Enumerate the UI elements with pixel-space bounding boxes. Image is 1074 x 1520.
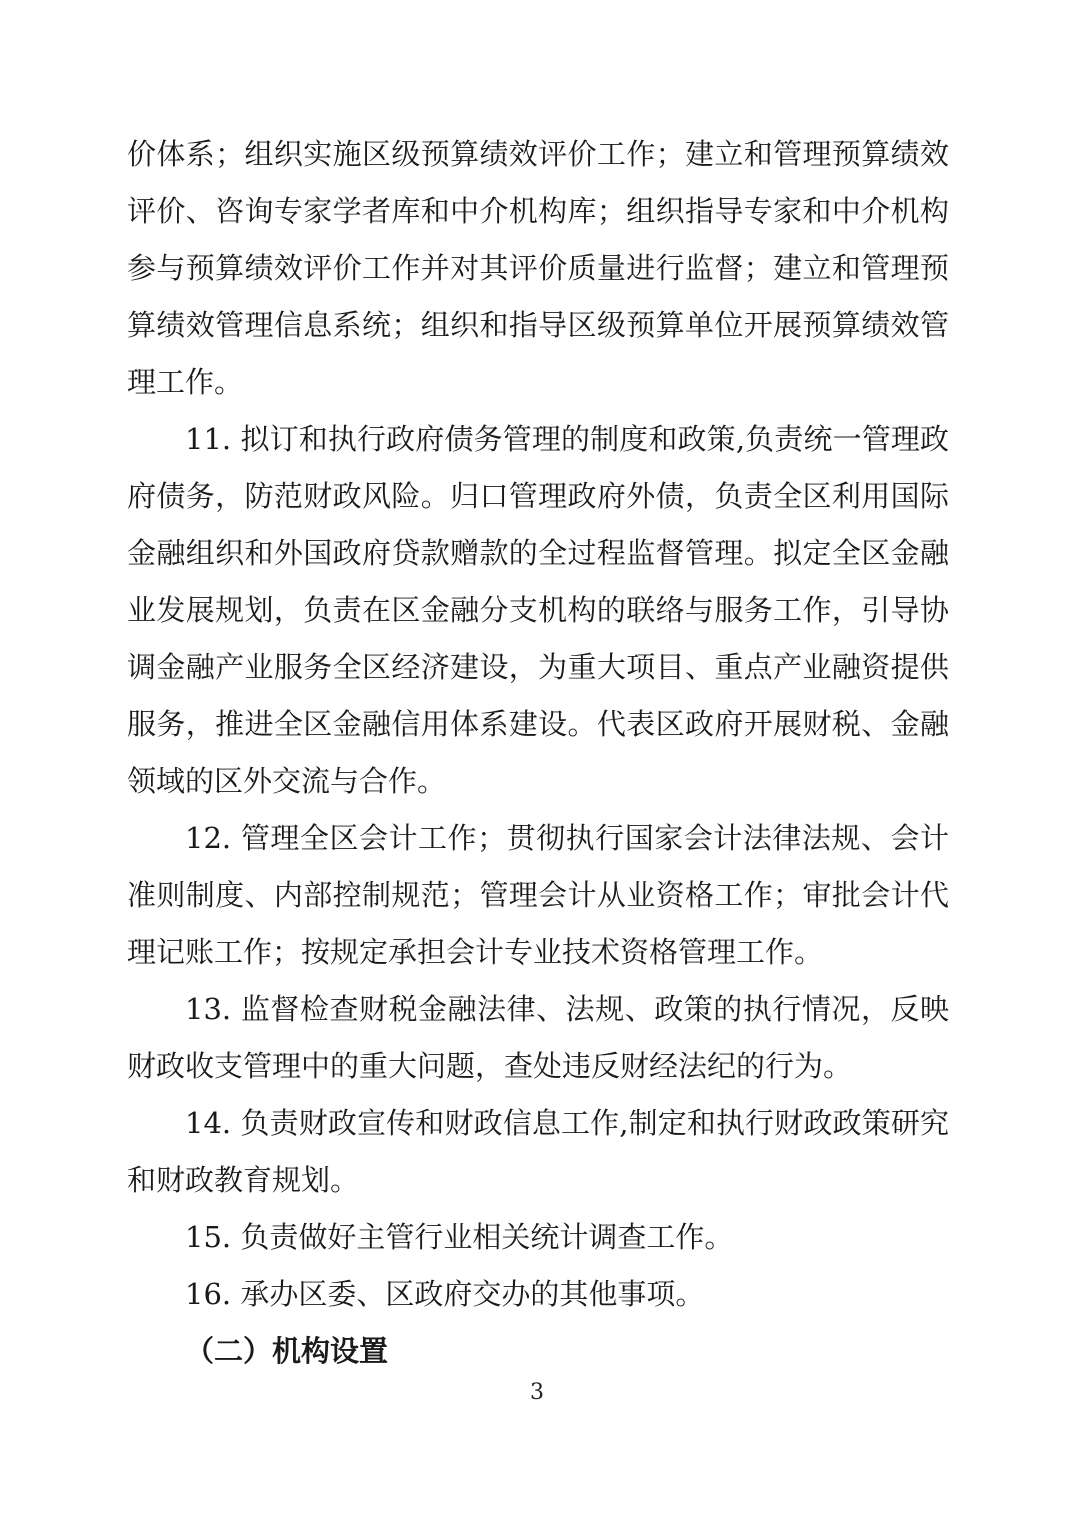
body-paragraph-item-15: 15. 负责做好主管行业相关统计调查工作。: [185, 1220, 734, 1254]
document-body: [127, 126, 949, 1380]
body-paragraph-item-16: 16. 承办区委、区政府交办的其他事项。: [185, 1277, 705, 1311]
body-paragraph-item-13: 13. 监督检查财税金融法律、法规、政策的执行情况，反映财政收支管理中的重大问题，查处违反财经法纪的行为。: [127, 992, 949, 1083]
page-number: 3: [530, 1380, 544, 1405]
body-paragraph-item-14: 14. 负责财政宣传和财政信息工作,制定和执行财政政策研究和财政教育规划。: [127, 1106, 949, 1197]
body-paragraph-continuation: 价体系；组织实施区级预算绩效评价工作；建立和管理预算绩效评价、咨询专家学者库和中介机构库；组织指导专家和中介机构参与预算绩效评价工作并对其评价质量进行监督；建立和管理预算绩效管理信息系统；组织和指导区级预算单位开展预算绩效管理工作。: [127, 137, 949, 399]
body-paragraph-item-11: 11. 拟订和执行政府债务管理的制度和政策,负责统一管理政府债务，防范财政风险。归口管理政府外债，负责全区利用国际金融组织和外国政府贷款赠款的全过程监督管理。拟定全区金融业发展规划，负责在区金融分支机构的联络与服务工作，引导协调金融产业服务全区经济建设，为重大项目、重点产业融资提供服务，推进全区金融信用体系建设。代表区政府开展财税、金融领域的区外交流与合作。: [127, 422, 949, 798]
body-paragraph-item-12: 12. 管理全区会计工作；贯彻执行国家会计法律法规、会计准则制度、内部控制规范；管理会计从业资格工作；审批会计代理记账工作；按规定承担会计专业技术资格管理工作。: [127, 821, 949, 969]
section-heading: （二）机构设置: [185, 1334, 389, 1368]
